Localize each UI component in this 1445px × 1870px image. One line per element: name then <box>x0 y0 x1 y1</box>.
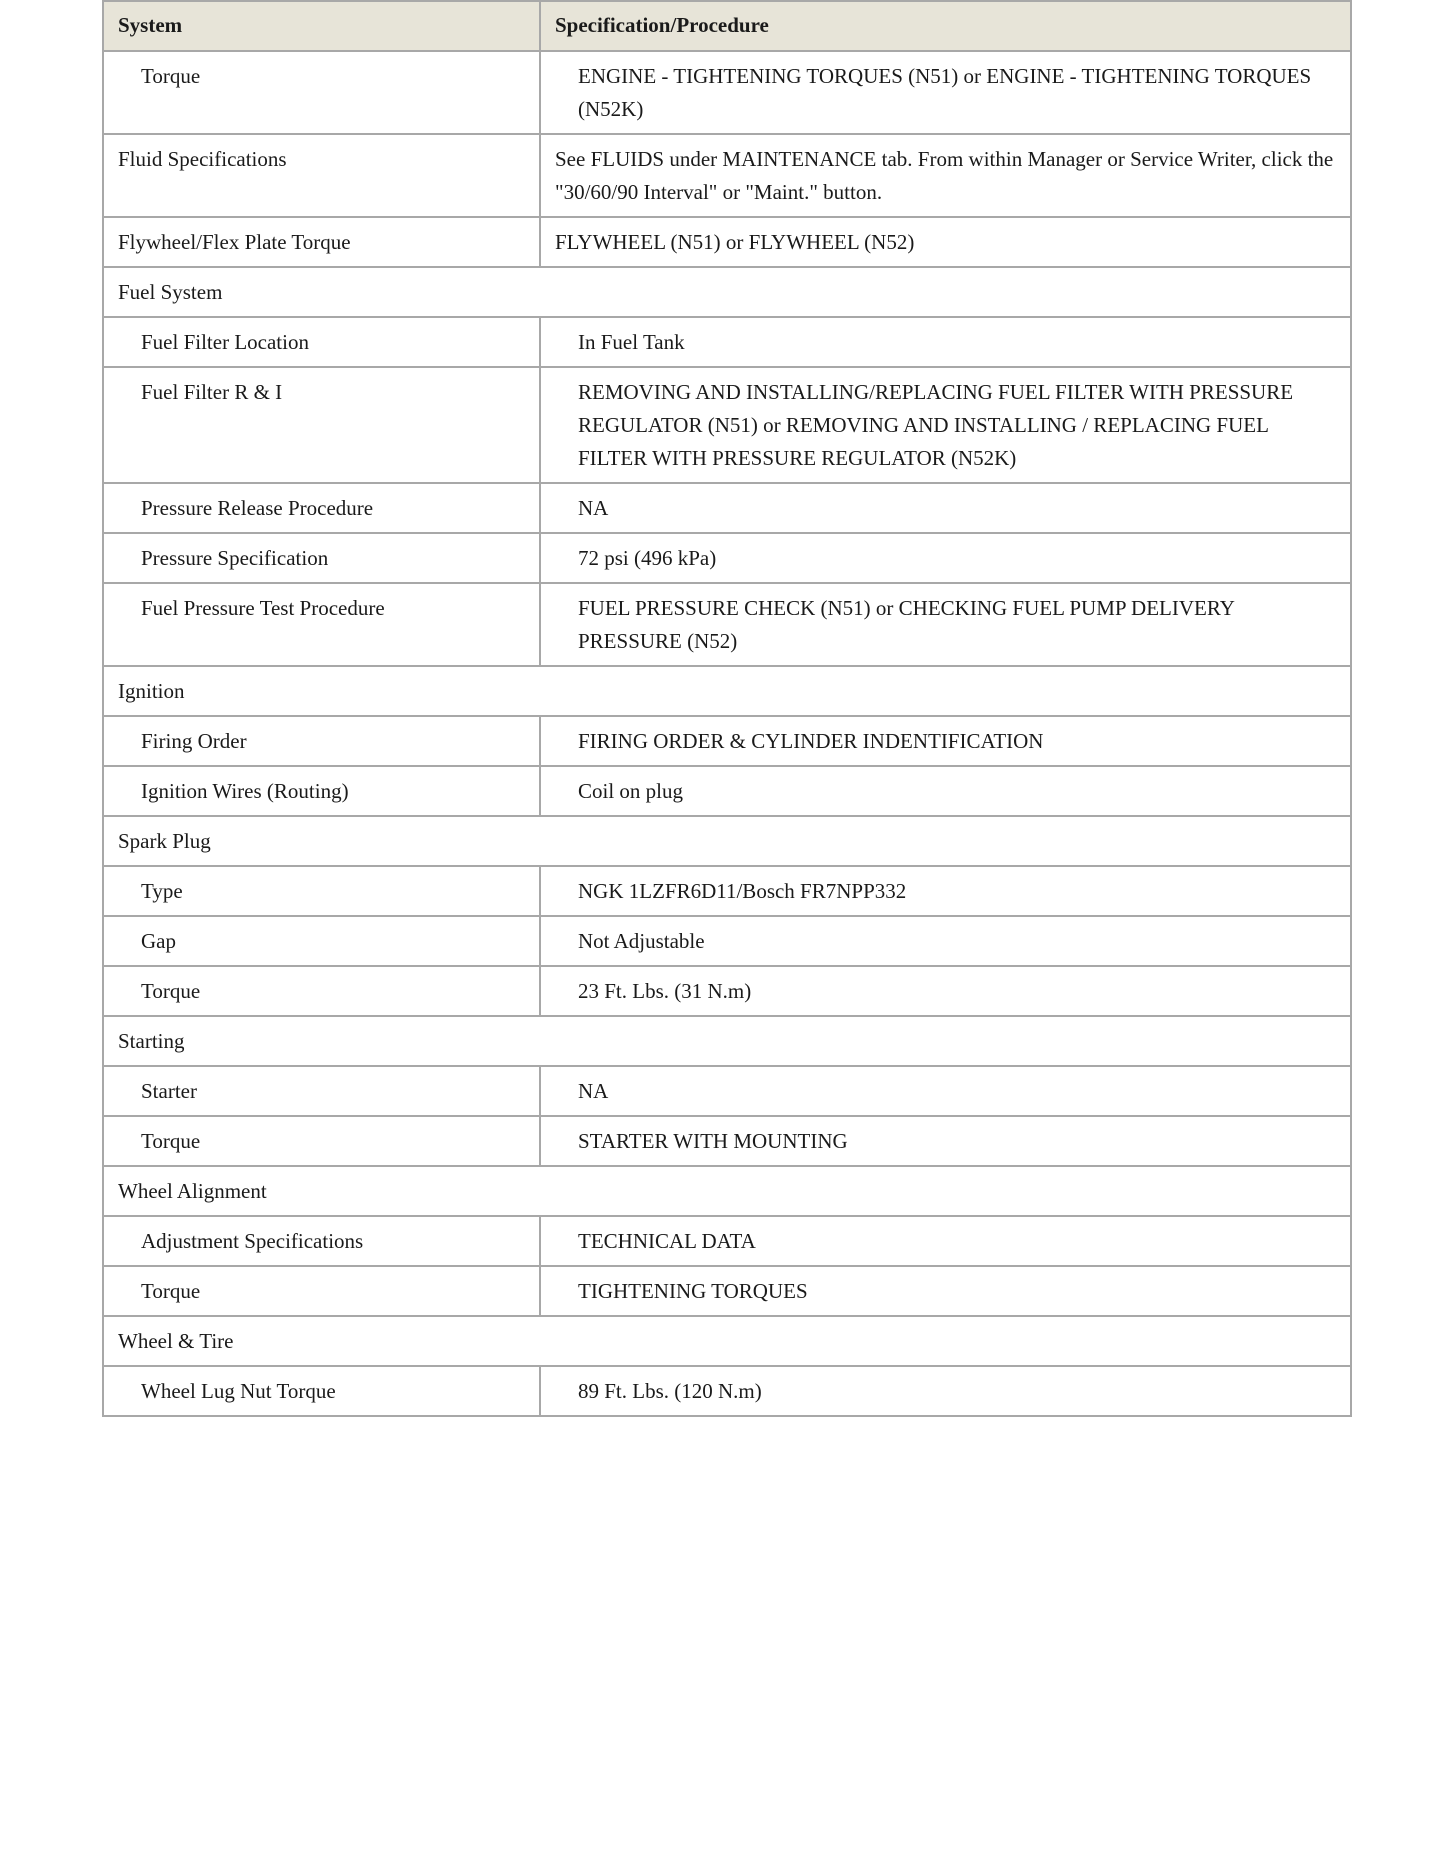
table-row <box>103 483 1351 533</box>
table-row <box>103 134 1351 217</box>
system-cell: Pressure Release Procedure <box>103 483 540 533</box>
specification-cell: FLYWHEEL (N51) or FLYWHEEL (N52) <box>540 217 1351 267</box>
specification-cell: Coil on plug <box>540 766 1351 816</box>
specification-cell: STARTER WITH MOUNTING <box>540 1116 1351 1166</box>
table-row <box>103 866 1351 916</box>
table-header-row <box>103 1 1351 51</box>
system-cell: Ignition Wires (Routing) <box>103 766 540 816</box>
section-heading: Ignition <box>103 666 1351 716</box>
specifications-table <box>102 0 1352 1417</box>
section-heading: Wheel & Tire <box>103 1316 1351 1366</box>
system-cell: Wheel Lug Nut Torque <box>103 1366 540 1416</box>
table-row <box>103 916 1351 966</box>
section-row <box>103 816 1351 866</box>
specification-cell: NGK 1LZFR6D11/Bosch FR7NPP332 <box>540 866 1351 916</box>
system-cell: Starter <box>103 1066 540 1116</box>
system-cell: Fuel Filter Location <box>103 317 540 367</box>
table-row <box>103 317 1351 367</box>
system-cell: Gap <box>103 916 540 966</box>
table-row <box>103 1116 1351 1166</box>
table-row <box>103 1216 1351 1266</box>
table-row <box>103 1066 1351 1116</box>
system-cell: Torque <box>103 1266 540 1316</box>
table-row <box>103 367 1351 483</box>
table-row <box>103 966 1351 1016</box>
section-row <box>103 1166 1351 1216</box>
table-row <box>103 766 1351 816</box>
table-row <box>103 217 1351 267</box>
system-cell: Adjustment Specifications <box>103 1216 540 1266</box>
section-row <box>103 1016 1351 1066</box>
system-cell: Torque <box>103 966 540 1016</box>
system-cell: Type <box>103 866 540 916</box>
specification-cell: REMOVING AND INSTALLING/REPLACING FUEL FILTER WITH PRESSURE REGULATOR (N51) or REMOVING AND INSTALLING / REPLACING FUEL FILTER WITH PRESSURE REGULATOR (N52K) <box>540 367 1351 483</box>
specification-cell: FUEL PRESSURE CHECK (N51) or CHECKING FUEL PUMP DELIVERY PRESSURE (N52) <box>540 583 1351 666</box>
system-cell: Fuel Pressure Test Procedure <box>103 583 540 666</box>
specification-cell: 23 Ft. Lbs. (31 N.m) <box>540 966 1351 1016</box>
table-row <box>103 51 1351 134</box>
specification-cell: TIGHTENING TORQUES <box>540 1266 1351 1316</box>
header-system: System <box>103 1 540 51</box>
table-row <box>103 1366 1351 1416</box>
header-specification: Specification/Procedure <box>540 1 1351 51</box>
specification-cell: 89 Ft. Lbs. (120 N.m) <box>540 1366 1351 1416</box>
section-row <box>103 267 1351 317</box>
specification-cell: In Fuel Tank <box>540 317 1351 367</box>
section-heading: Wheel Alignment <box>103 1166 1351 1216</box>
section-row <box>103 666 1351 716</box>
system-cell: Torque <box>103 51 540 134</box>
specification-cell: Not Adjustable <box>540 916 1351 966</box>
system-cell: Flywheel/Flex Plate Torque <box>103 217 540 267</box>
section-heading: Fuel System <box>103 267 1351 317</box>
table-row <box>103 533 1351 583</box>
system-cell: Fluid Specifications <box>103 134 540 217</box>
specification-cell: 72 psi (496 kPa) <box>540 533 1351 583</box>
table-row <box>103 583 1351 666</box>
specification-cell: NA <box>540 483 1351 533</box>
section-heading: Spark Plug <box>103 816 1351 866</box>
section-heading: Starting <box>103 1016 1351 1066</box>
table-row <box>103 716 1351 766</box>
system-cell: Torque <box>103 1116 540 1166</box>
system-cell: Firing Order <box>103 716 540 766</box>
system-cell: Pressure Specification <box>103 533 540 583</box>
table-row <box>103 1266 1351 1316</box>
specification-cell: FIRING ORDER & CYLINDER INDENTIFICATION <box>540 716 1351 766</box>
specification-cell: See FLUIDS under MAINTENANCE tab. From within Manager or Service Writer, click the "30/60/90 Interval" or "Maint." button. <box>540 134 1351 217</box>
section-row <box>103 1316 1351 1366</box>
table-body <box>103 51 1351 1416</box>
specification-cell: ENGINE - TIGHTENING TORQUES (N51) or ENGINE - TIGHTENING TORQUES (N52K) <box>540 51 1351 134</box>
specification-cell: NA <box>540 1066 1351 1116</box>
system-cell: Fuel Filter R & I <box>103 367 540 483</box>
specification-cell: TECHNICAL DATA <box>540 1216 1351 1266</box>
